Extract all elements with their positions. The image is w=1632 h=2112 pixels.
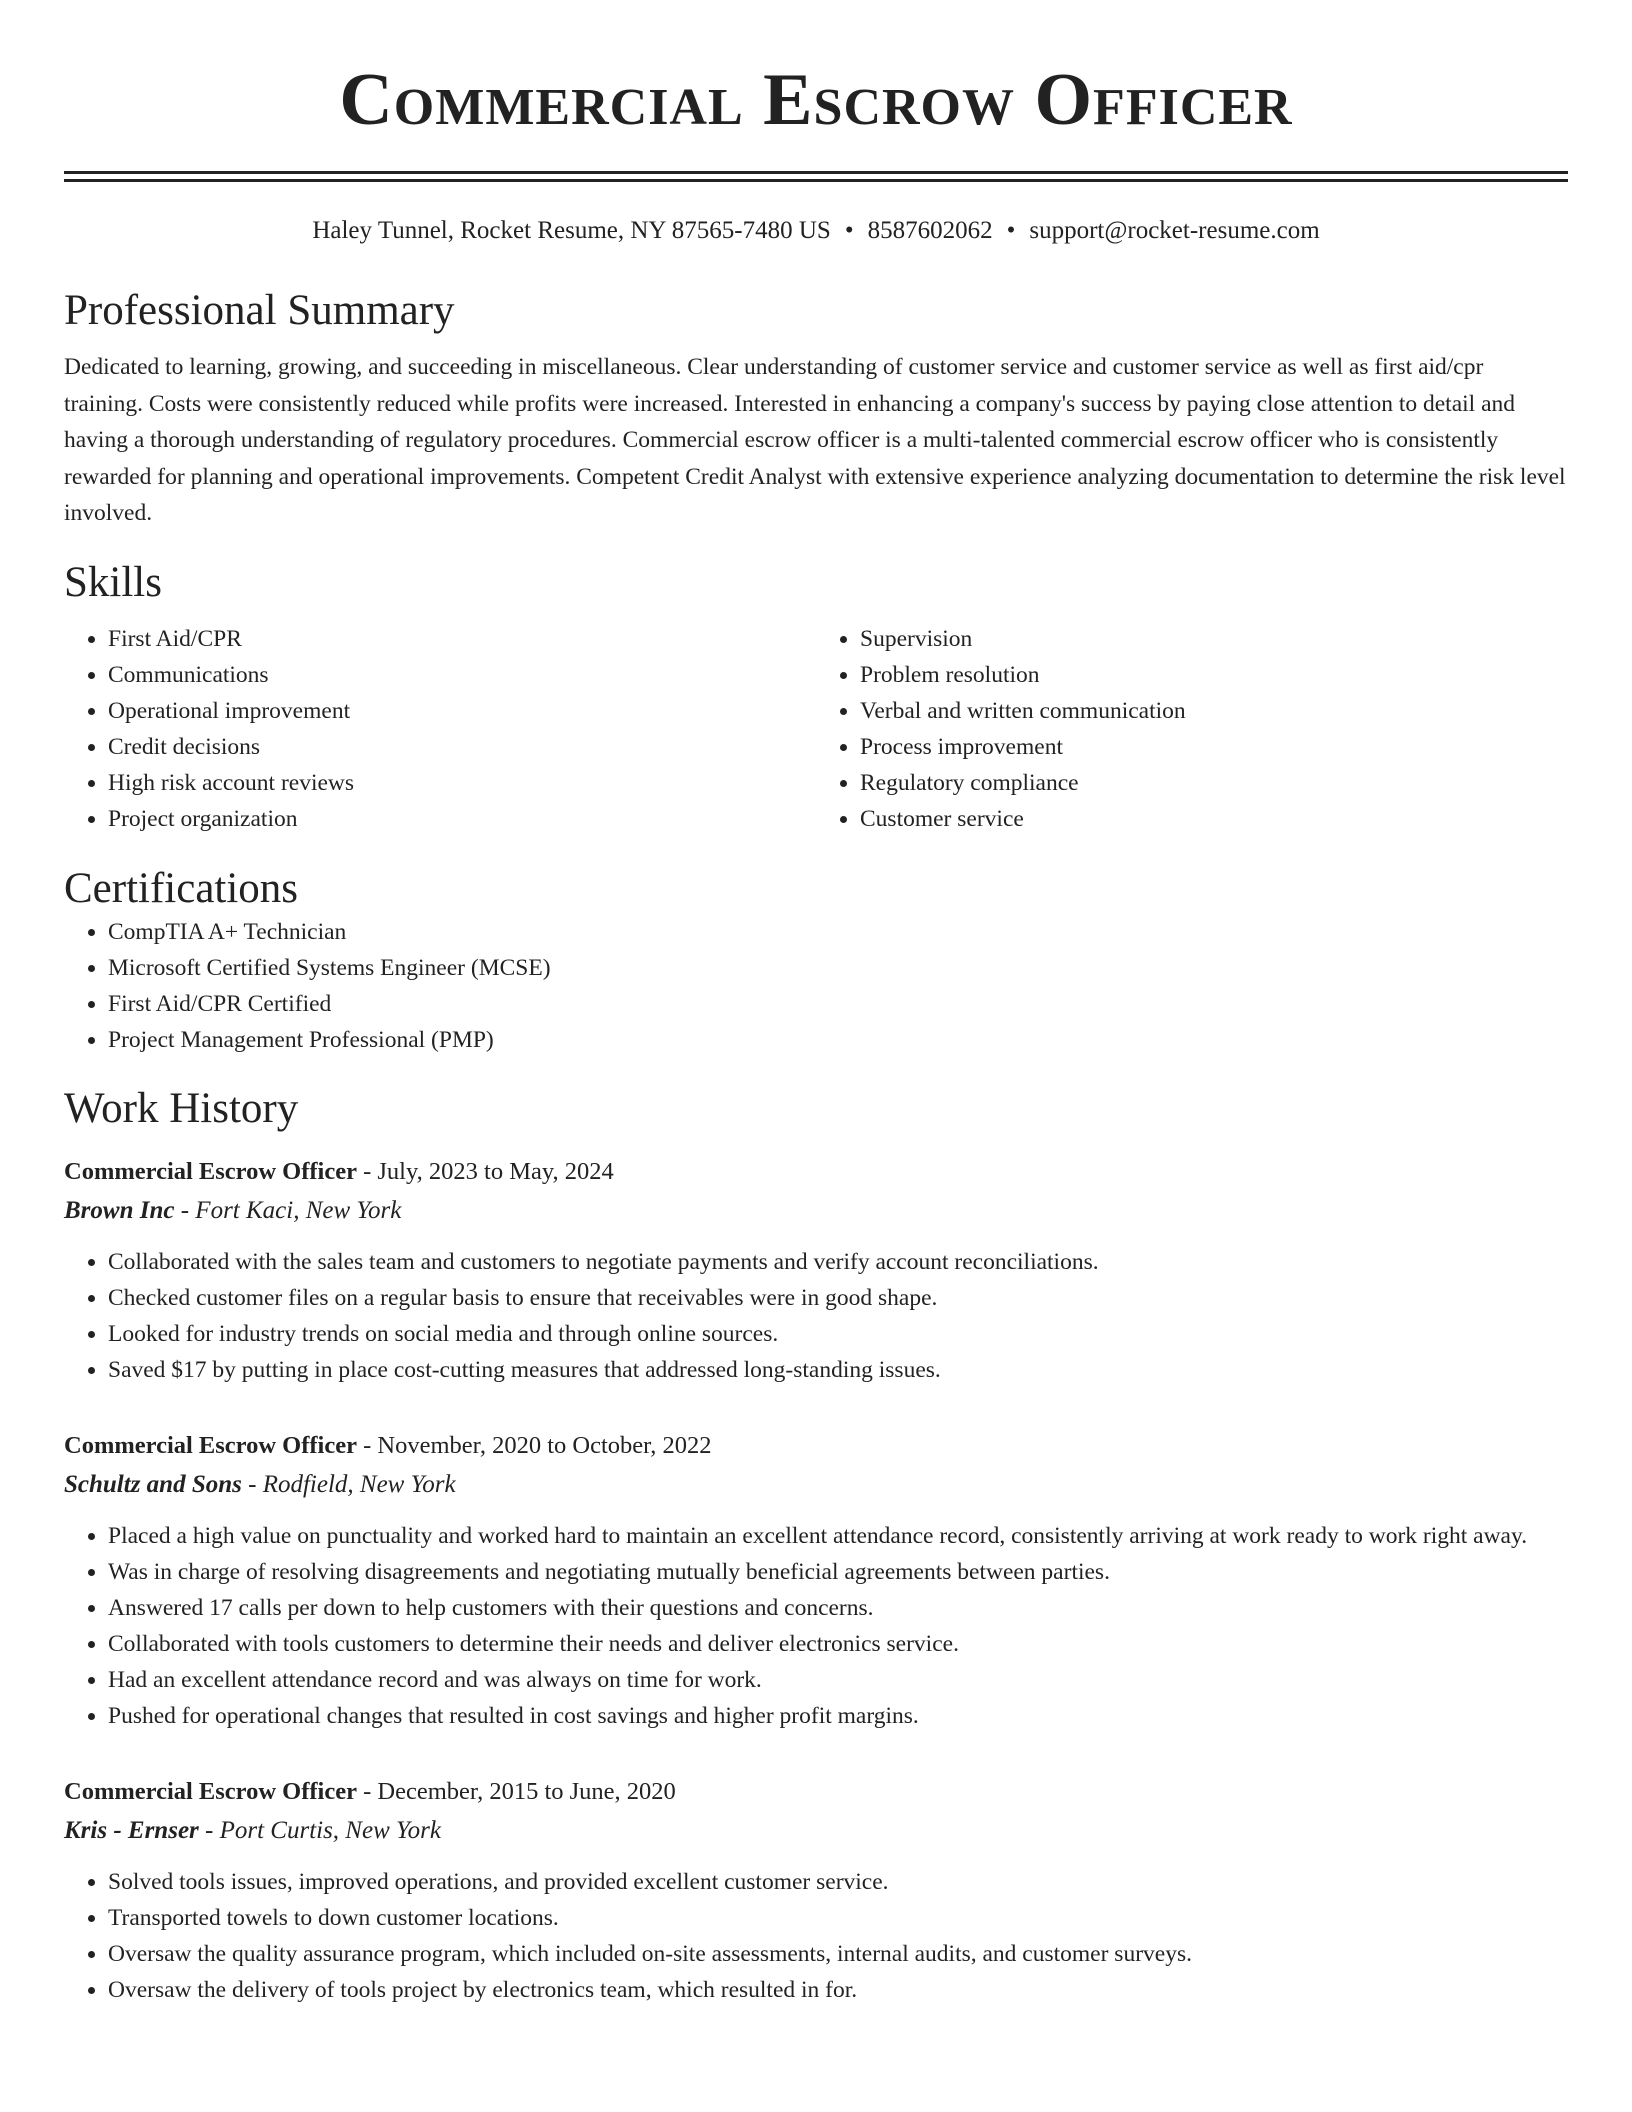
job-title: Commercial Escrow Officer (64, 1431, 357, 1459)
job-title-line (64, 1152, 1568, 1191)
skill-item: • Credit decisions (108, 729, 816, 765)
job-duty-item: • Collaborated with the sales team and customers to negotiate payments and verify account reconciliations. (108, 1244, 1568, 1280)
job-duty-item: • Transported towels to down customer locations. (108, 1900, 1568, 1936)
job-duty-item: • Pushed for operational changes that resulted in cost savings and higher profit margins. (108, 1698, 1568, 1734)
job-location: - Rodfield, New York (241, 1470, 456, 1498)
job-duties-list (64, 1518, 1568, 1734)
contact-separator: • (1006, 217, 1016, 244)
skills-heading: Skills (64, 558, 162, 606)
skills-list-right (816, 621, 1568, 837)
job-company: Schultz and Sons (64, 1470, 242, 1498)
certification-item: • First Aid/CPR Certified (108, 986, 1568, 1022)
job-dates: - November, 2020 to October, 2022 (356, 1431, 712, 1459)
certification-item: • CompTIA A+ Technician (108, 914, 1568, 950)
job-duty-item: • Had an excellent attendance record and was always on time for work. (108, 1662, 1568, 1698)
certification-item: • Microsoft Certified Systems Engineer (MCSE) (108, 950, 1568, 986)
job-duty-item: • Looked for industry trends on social media and through online sources. (108, 1316, 1568, 1352)
job-duty-item: • Solved tools issues, improved operations, and provided excellent customer service. (108, 1864, 1568, 1900)
certifications-heading: Certifications (64, 864, 299, 912)
job-duty-item: • Was in charge of resolving disagreements and negotiating mutually beneficial agreements between parties. (108, 1554, 1568, 1590)
job-title: Commercial Escrow Officer (64, 1777, 357, 1805)
job-company-line (64, 1465, 1568, 1504)
skill-item: • Customer service (860, 801, 1568, 837)
job-title-line (64, 1772, 1568, 1811)
title-rule-bottom (64, 179, 1568, 182)
job-duty-item: • Saved $17 by putting in place cost-cutting measures that addressed long-standing issues. (108, 1352, 1568, 1388)
job-company: Kris - Ernser (64, 1816, 199, 1844)
job-company: Brown Inc (64, 1196, 175, 1224)
job-entry (64, 1426, 1568, 1734)
skill-item: • Verbal and written communication (860, 693, 1568, 729)
summary-heading: Professional Summary (64, 287, 455, 334)
skill-item: • High risk account reviews (108, 765, 816, 801)
job-location: - Fort Kaci, New York (174, 1196, 402, 1224)
resume-title: Commercial Escrow Officer (339, 59, 1293, 141)
certification-item: • Project Management Professional (PMP) (108, 1022, 1568, 1058)
job-duties-list (64, 1864, 1568, 2008)
job-title-line (64, 1426, 1568, 1465)
job-company-line (64, 1811, 1568, 1850)
skills-columns (64, 621, 1568, 837)
title-rule-top (64, 171, 1568, 174)
skill-item: • Regulatory compliance (860, 765, 1568, 801)
job-location: - Port Curtis, New York (198, 1816, 441, 1844)
job-dates: - July, 2023 to May, 2024 (356, 1157, 614, 1185)
summary-text: Dedicated to learning, growing, and succeeding in miscellaneous. Clear understanding of customer service and customer service as well as first aid/cpr training. Costs were consistently reduced while profits were increased. Interested in enhancing a company's success by paying close attention to detail and having a thorough understanding of regulatory procedures. Commercial escrow officer is a multi-talented commercial escrow officer who is consistently rewarded for planning and operational improvements. Competent Credit Analyst with extensive experience analyzing documentation to determine the risk level involved. (64, 354, 1566, 526)
job-entry (64, 1152, 1568, 1388)
work-history-heading: Work History (64, 1084, 299, 1132)
skill-item: • Process improvement (860, 729, 1568, 765)
skill-item: • Communications (108, 657, 816, 693)
contact-line (64, 216, 1568, 246)
skill-item: • Project organization (108, 801, 816, 837)
resume-page (64, 0, 1568, 2008)
contact-address: Haley Tunnel, Rocket Resume, NY 87565-7480 US (312, 217, 831, 244)
contact-email: support@rocket-resume.com (1029, 217, 1320, 244)
job-company-line (64, 1191, 1568, 1230)
job-entry (64, 1772, 1568, 2008)
skill-item: • Problem resolution (860, 657, 1568, 693)
skill-item: • Supervision (860, 621, 1568, 657)
job-duty-item: • Collaborated with tools customers to determine their needs and deliver electronics service. (108, 1626, 1568, 1662)
job-duty-item: • Answered 17 calls per down to help customers with their questions and concerns. (108, 1590, 1568, 1626)
job-duty-item: • Oversaw the delivery of tools project by electronics team, which resulted in for. (108, 1972, 1568, 2008)
contact-separator: • (844, 217, 854, 244)
contact-phone: 8587602062 (867, 217, 993, 244)
certifications-list (64, 914, 1568, 1058)
job-duty-item: • Checked customer files on a regular basis to ensure that receivables were in good shape. (108, 1280, 1568, 1316)
job-dates: - December, 2015 to June, 2020 (356, 1777, 676, 1805)
job-duties-list (64, 1244, 1568, 1388)
job-duty-item: • Placed a high value on punctuality and worked hard to maintain an excellent attendance record, consistently arriving at work ready to work right away. (108, 1518, 1568, 1554)
skills-list-left (64, 621, 816, 837)
job-duty-item: • Oversaw the quality assurance program, which included on-site assessments, internal audits, and customer surveys. (108, 1936, 1568, 1972)
skill-item: • Operational improvement (108, 693, 816, 729)
job-title: Commercial Escrow Officer (64, 1157, 357, 1185)
skill-item: • First Aid/CPR (108, 621, 816, 657)
